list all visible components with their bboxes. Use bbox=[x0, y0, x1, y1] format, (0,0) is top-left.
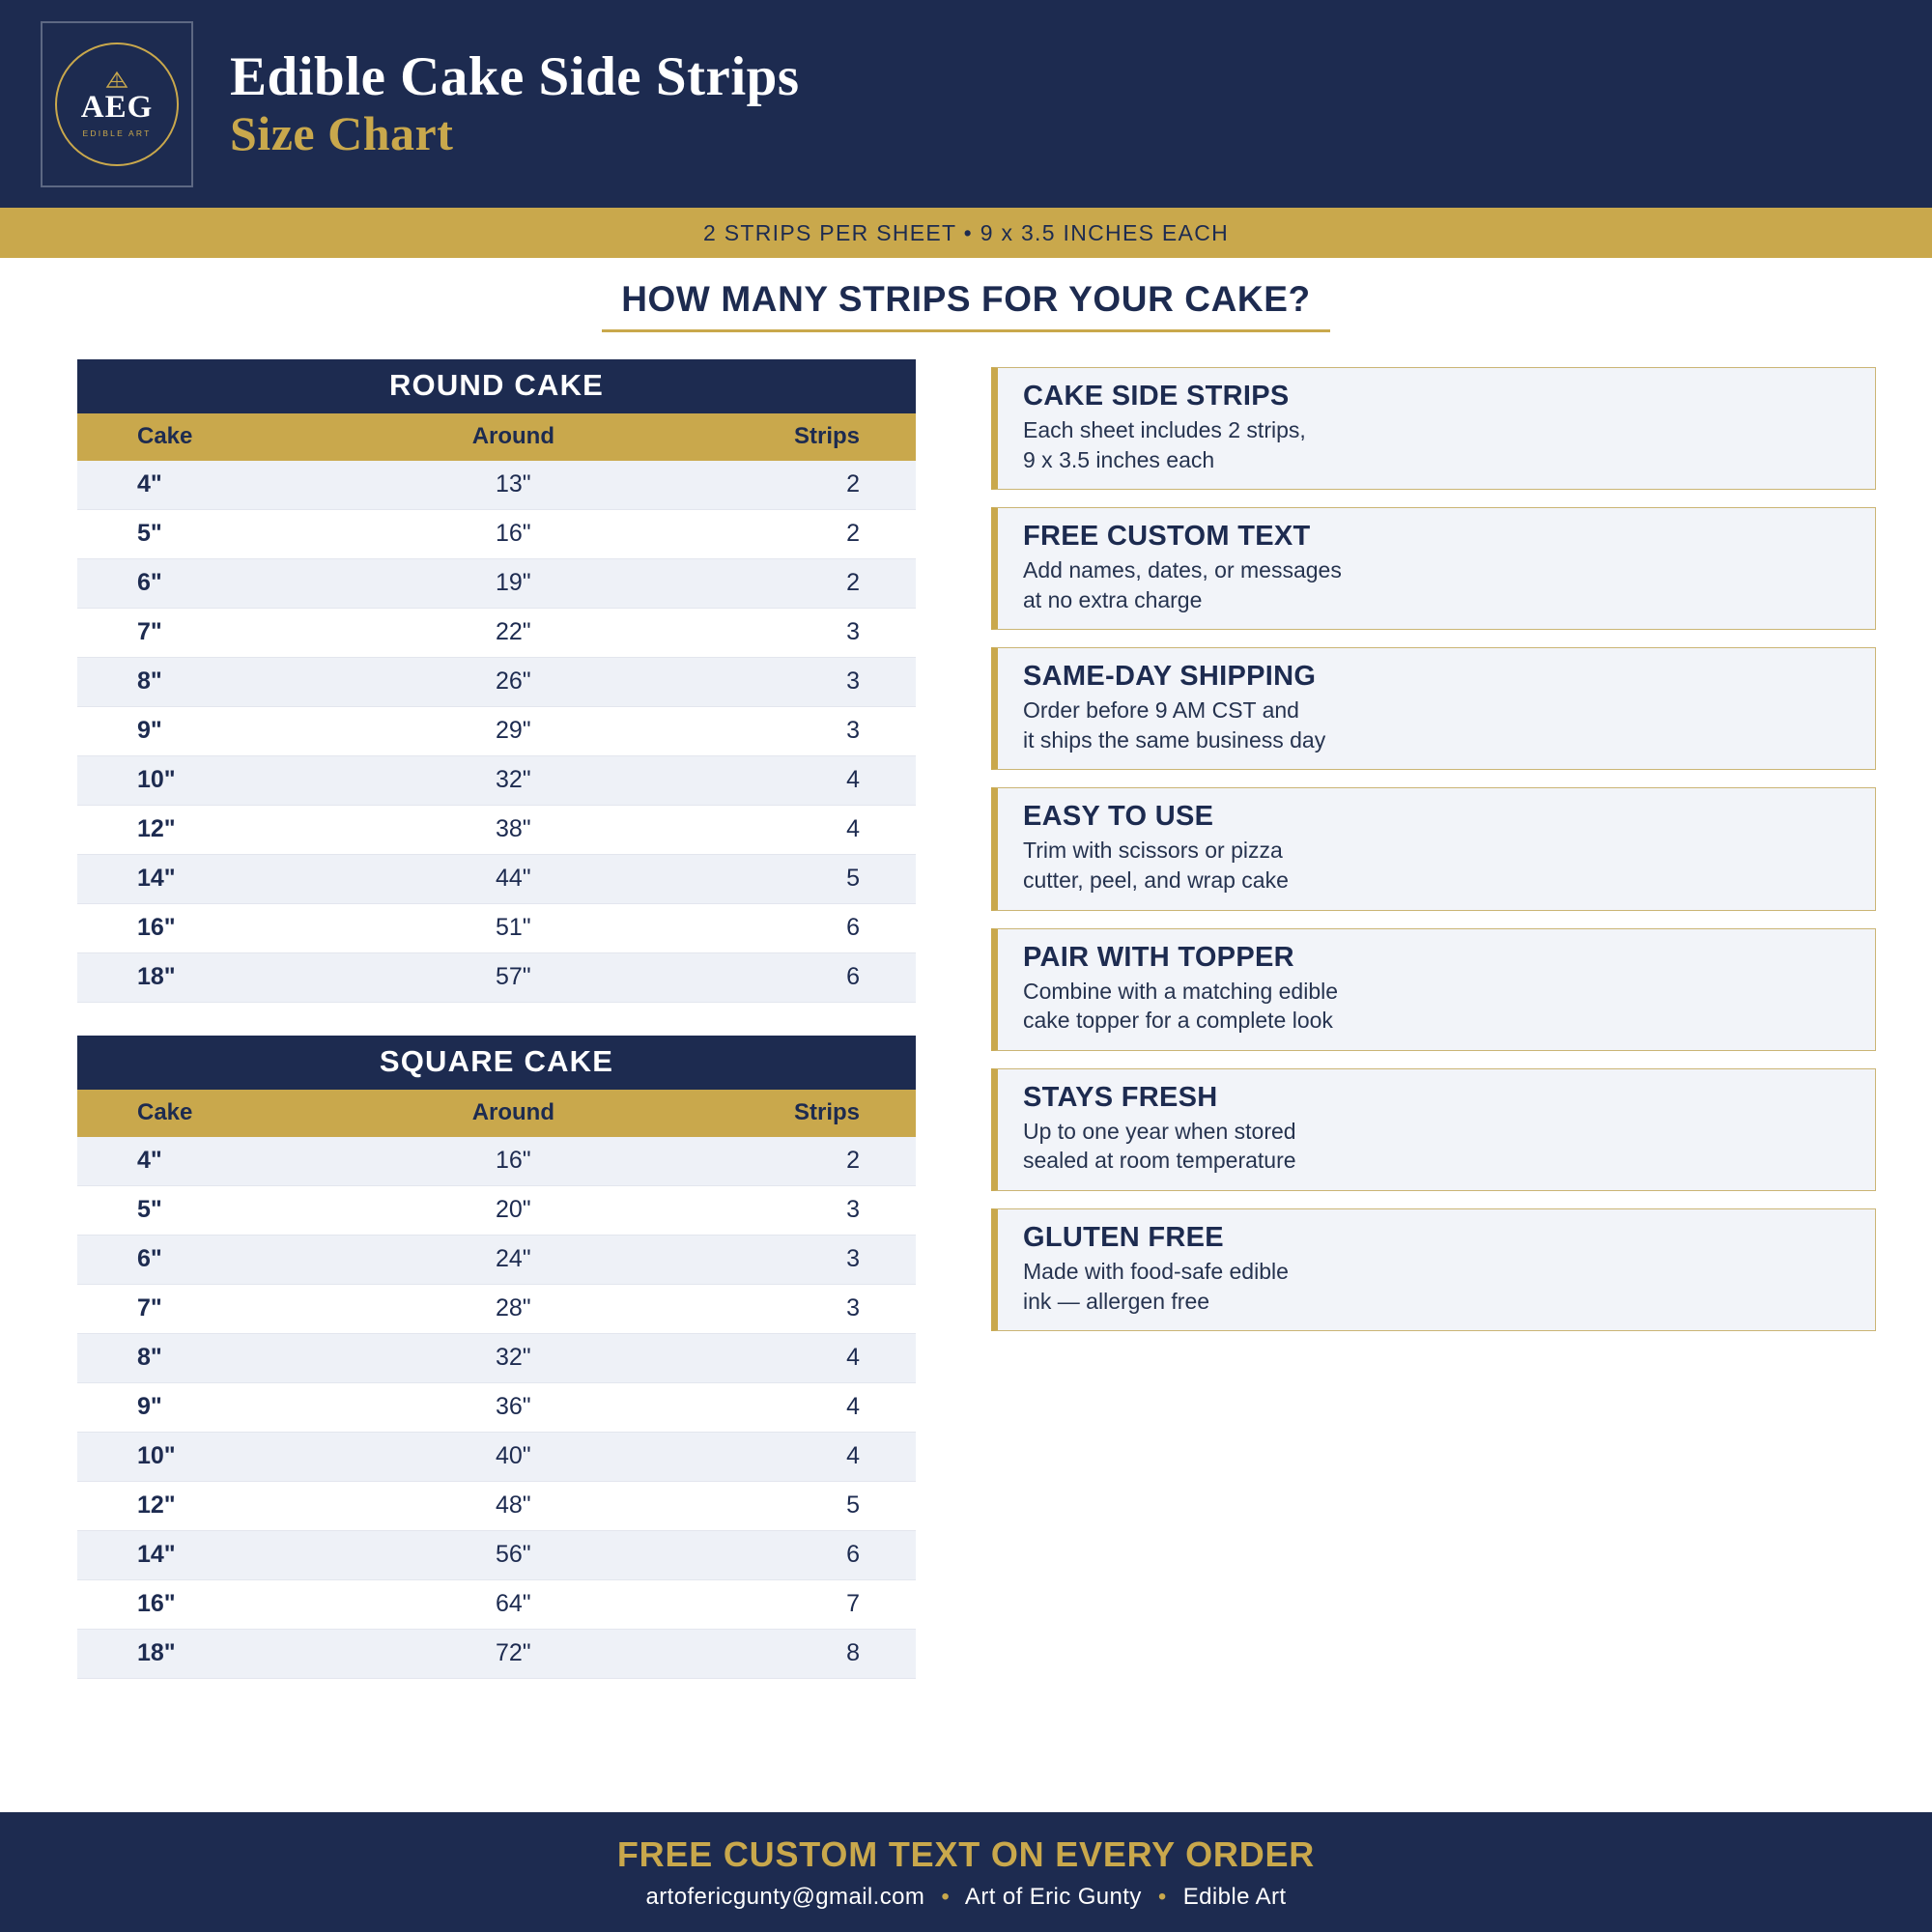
footer-separator-dot: • bbox=[941, 1883, 951, 1910]
footer-contact-line bbox=[646, 1884, 1287, 1911]
features-column bbox=[991, 359, 1876, 1679]
table-row bbox=[77, 707, 916, 756]
page-title: Edible Cake Side Strips bbox=[230, 45, 800, 107]
table-row bbox=[77, 1580, 916, 1630]
logo-circle bbox=[55, 43, 179, 166]
feature-line-2: it ships the same business day bbox=[1023, 726, 1326, 753]
footer-tag: Edible Art bbox=[1182, 1883, 1287, 1910]
cell-strips: 3 bbox=[665, 1186, 916, 1236]
cell-cake: 16" bbox=[77, 904, 362, 953]
table-header-row bbox=[77, 413, 916, 461]
square-cake-title: SQUARE CAKE bbox=[77, 1036, 916, 1090]
cell-around: 64" bbox=[362, 1580, 664, 1630]
feature-title: EASY TO USE bbox=[1023, 801, 1214, 833]
cell-strips: 6 bbox=[665, 904, 916, 953]
round-cake-title: ROUND CAKE bbox=[77, 359, 916, 413]
cell-strips: 2 bbox=[665, 510, 916, 559]
round-cake-table bbox=[77, 413, 916, 1003]
square-cake-table-block bbox=[77, 1036, 916, 1679]
cell-cake: 18" bbox=[77, 1630, 362, 1679]
section-heading-wrap bbox=[0, 279, 1932, 332]
logo-initials: AEG bbox=[80, 89, 154, 125]
footer-separator-dot: • bbox=[1157, 1883, 1167, 1910]
column-header-strips: Strips bbox=[665, 413, 916, 461]
logo-tagline: EDIBLE ART bbox=[82, 128, 152, 138]
feature-line-2: cake topper for a complete look bbox=[1023, 1008, 1333, 1034]
table-row bbox=[77, 1531, 916, 1580]
feature-line-1: Trim with scissors or pizza bbox=[1023, 838, 1283, 864]
cell-strips: 4 bbox=[665, 1433, 916, 1482]
feature-line-2: sealed at room temperature bbox=[1023, 1148, 1296, 1174]
cell-strips: 5 bbox=[665, 855, 916, 904]
feature-line-2: at no extra charge bbox=[1023, 586, 1203, 612]
cell-cake: 10" bbox=[77, 1433, 362, 1482]
footer-headline: FREE CUSTOM TEXT ON EVERY ORDER bbox=[616, 1833, 1316, 1874]
feature-title: SAME-DAY SHIPPING bbox=[1023, 661, 1317, 693]
feature-title: FREE CUSTOM TEXT bbox=[1023, 521, 1311, 553]
cell-around: 20" bbox=[362, 1186, 664, 1236]
logo bbox=[41, 21, 193, 187]
feature-line-2: cutter, peel, and wrap cake bbox=[1023, 867, 1289, 894]
cell-strips: 2 bbox=[665, 461, 916, 510]
cell-cake: 10" bbox=[77, 756, 362, 806]
cell-cake: 12" bbox=[77, 806, 362, 855]
cell-strips: 6 bbox=[665, 1531, 916, 1580]
section-heading: HOW MANY STRIPS FOR YOUR CAKE? bbox=[602, 279, 1330, 332]
feature-line-1: Order before 9 AM CST and bbox=[1023, 697, 1299, 724]
feature-line-1: Add names, dates, or messages bbox=[1023, 557, 1342, 583]
spec-banner-text: 2 STRIPS PER SHEET • 9 x 3.5 INCHES EACH bbox=[702, 219, 1230, 245]
table-spacer bbox=[77, 1003, 916, 1036]
cell-around: 13" bbox=[362, 461, 664, 510]
cell-strips: 3 bbox=[665, 658, 916, 707]
feature-line-2: ink — allergen free bbox=[1023, 1288, 1210, 1314]
cell-around: 36" bbox=[362, 1383, 664, 1433]
cell-cake: 9" bbox=[77, 1383, 362, 1433]
cell-cake: 9" bbox=[77, 707, 362, 756]
cell-strips: 6 bbox=[665, 953, 916, 1003]
table-row bbox=[77, 461, 916, 510]
feature-line-1: Made with food-safe edible bbox=[1023, 1258, 1289, 1284]
feature-title: CAKE SIDE STRIPS bbox=[1023, 381, 1290, 412]
cell-strips: 3 bbox=[665, 1285, 916, 1334]
table-row bbox=[77, 1383, 916, 1433]
table-header-row bbox=[77, 1090, 916, 1137]
cake-slice-icon bbox=[104, 71, 129, 90]
cell-cake: 7" bbox=[77, 609, 362, 658]
page-subtitle: Size Chart bbox=[230, 106, 454, 161]
table-row bbox=[77, 1433, 916, 1482]
table-row bbox=[77, 806, 916, 855]
feature-title: STAYS FRESH bbox=[1023, 1081, 1218, 1113]
table-row bbox=[77, 1334, 916, 1383]
square-cake-table bbox=[77, 1090, 916, 1679]
cell-cake: 5" bbox=[77, 510, 362, 559]
cell-around: 16" bbox=[362, 1137, 664, 1186]
feature-line-2: 9 x 3.5 inches each bbox=[1023, 446, 1215, 472]
column-header-cake: Cake bbox=[77, 413, 362, 461]
column-header-strips: Strips bbox=[665, 1090, 916, 1137]
cell-around: 16" bbox=[362, 510, 664, 559]
cell-around: 24" bbox=[362, 1236, 664, 1285]
cell-around: 56" bbox=[362, 1531, 664, 1580]
cell-strips: 4 bbox=[665, 1334, 916, 1383]
cell-around: 48" bbox=[362, 1482, 664, 1531]
table-row bbox=[77, 1630, 916, 1679]
feature-line-1: Combine with a matching edible bbox=[1023, 978, 1339, 1004]
content-area bbox=[0, 332, 1932, 1679]
cell-around: 32" bbox=[362, 1334, 664, 1383]
feature-card bbox=[991, 1068, 1876, 1191]
table-row bbox=[77, 1482, 916, 1531]
cell-cake: 5" bbox=[77, 1186, 362, 1236]
cell-strips: 3 bbox=[665, 609, 916, 658]
table-row bbox=[77, 1285, 916, 1334]
feature-card bbox=[991, 647, 1876, 770]
page-footer bbox=[0, 1812, 1932, 1932]
feature-card bbox=[991, 787, 1876, 910]
cell-cake: 4" bbox=[77, 461, 362, 510]
table-row bbox=[77, 756, 916, 806]
cell-cake: 6" bbox=[77, 1236, 362, 1285]
cell-cake: 8" bbox=[77, 658, 362, 707]
feature-line-1: Up to one year when stored bbox=[1023, 1118, 1296, 1144]
cell-around: 22" bbox=[362, 609, 664, 658]
table-row bbox=[77, 953, 916, 1003]
table-row bbox=[77, 1137, 916, 1186]
cell-around: 29" bbox=[362, 707, 664, 756]
column-header-around: Around bbox=[362, 1090, 664, 1137]
feature-title: GLUTEN FREE bbox=[1023, 1221, 1224, 1253]
feature-card bbox=[991, 367, 1876, 490]
cell-strips: 3 bbox=[665, 1236, 916, 1285]
footer-email[interactable]: artofericgunty@gmail.com bbox=[645, 1883, 925, 1910]
table-row bbox=[77, 855, 916, 904]
feature-card bbox=[991, 1208, 1876, 1331]
cell-strips: 8 bbox=[665, 1630, 916, 1679]
cell-strips: 4 bbox=[665, 756, 916, 806]
round-cake-table-block bbox=[77, 359, 916, 1003]
cell-around: 57" bbox=[362, 953, 664, 1003]
table-row bbox=[77, 510, 916, 559]
cell-around: 40" bbox=[362, 1433, 664, 1482]
cell-strips: 2 bbox=[665, 559, 916, 609]
table-row bbox=[77, 658, 916, 707]
feature-card bbox=[991, 507, 1876, 630]
cell-around: 38" bbox=[362, 806, 664, 855]
cell-cake: 6" bbox=[77, 559, 362, 609]
column-header-cake: Cake bbox=[77, 1090, 362, 1137]
cell-around: 51" bbox=[362, 904, 664, 953]
cell-strips: 5 bbox=[665, 1482, 916, 1531]
cell-strips: 4 bbox=[665, 806, 916, 855]
cell-around: 72" bbox=[362, 1630, 664, 1679]
cell-strips: 7 bbox=[665, 1580, 916, 1630]
cell-around: 32" bbox=[362, 756, 664, 806]
cell-strips: 3 bbox=[665, 707, 916, 756]
cell-cake: 14" bbox=[77, 855, 362, 904]
feature-card bbox=[991, 928, 1876, 1051]
cell-cake: 16" bbox=[77, 1580, 362, 1630]
footer-brand: Art of Eric Gunty bbox=[964, 1883, 1142, 1910]
column-header-around: Around bbox=[362, 413, 664, 461]
page-header bbox=[0, 0, 1932, 208]
table-row bbox=[77, 1186, 916, 1236]
cell-cake: 14" bbox=[77, 1531, 362, 1580]
feature-line-1: Each sheet includes 2 strips, bbox=[1023, 417, 1306, 442]
table-row bbox=[77, 559, 916, 609]
table-row bbox=[77, 1236, 916, 1285]
cell-around: 28" bbox=[362, 1285, 664, 1334]
cell-cake: 4" bbox=[77, 1137, 362, 1186]
table-row bbox=[77, 609, 916, 658]
cell-cake: 7" bbox=[77, 1285, 362, 1334]
cell-around: 26" bbox=[362, 658, 664, 707]
cell-around: 44" bbox=[362, 855, 664, 904]
tables-column bbox=[77, 359, 916, 1679]
cell-cake: 18" bbox=[77, 953, 362, 1003]
cell-strips: 4 bbox=[665, 1383, 916, 1433]
table-row bbox=[77, 904, 916, 953]
cell-around: 19" bbox=[362, 559, 664, 609]
feature-title: PAIR WITH TOPPER bbox=[1023, 941, 1294, 973]
cell-cake: 12" bbox=[77, 1482, 362, 1531]
spec-banner bbox=[0, 208, 1932, 258]
header-text-block bbox=[230, 47, 800, 161]
cell-strips: 2 bbox=[665, 1137, 916, 1186]
cell-cake: 8" bbox=[77, 1334, 362, 1383]
